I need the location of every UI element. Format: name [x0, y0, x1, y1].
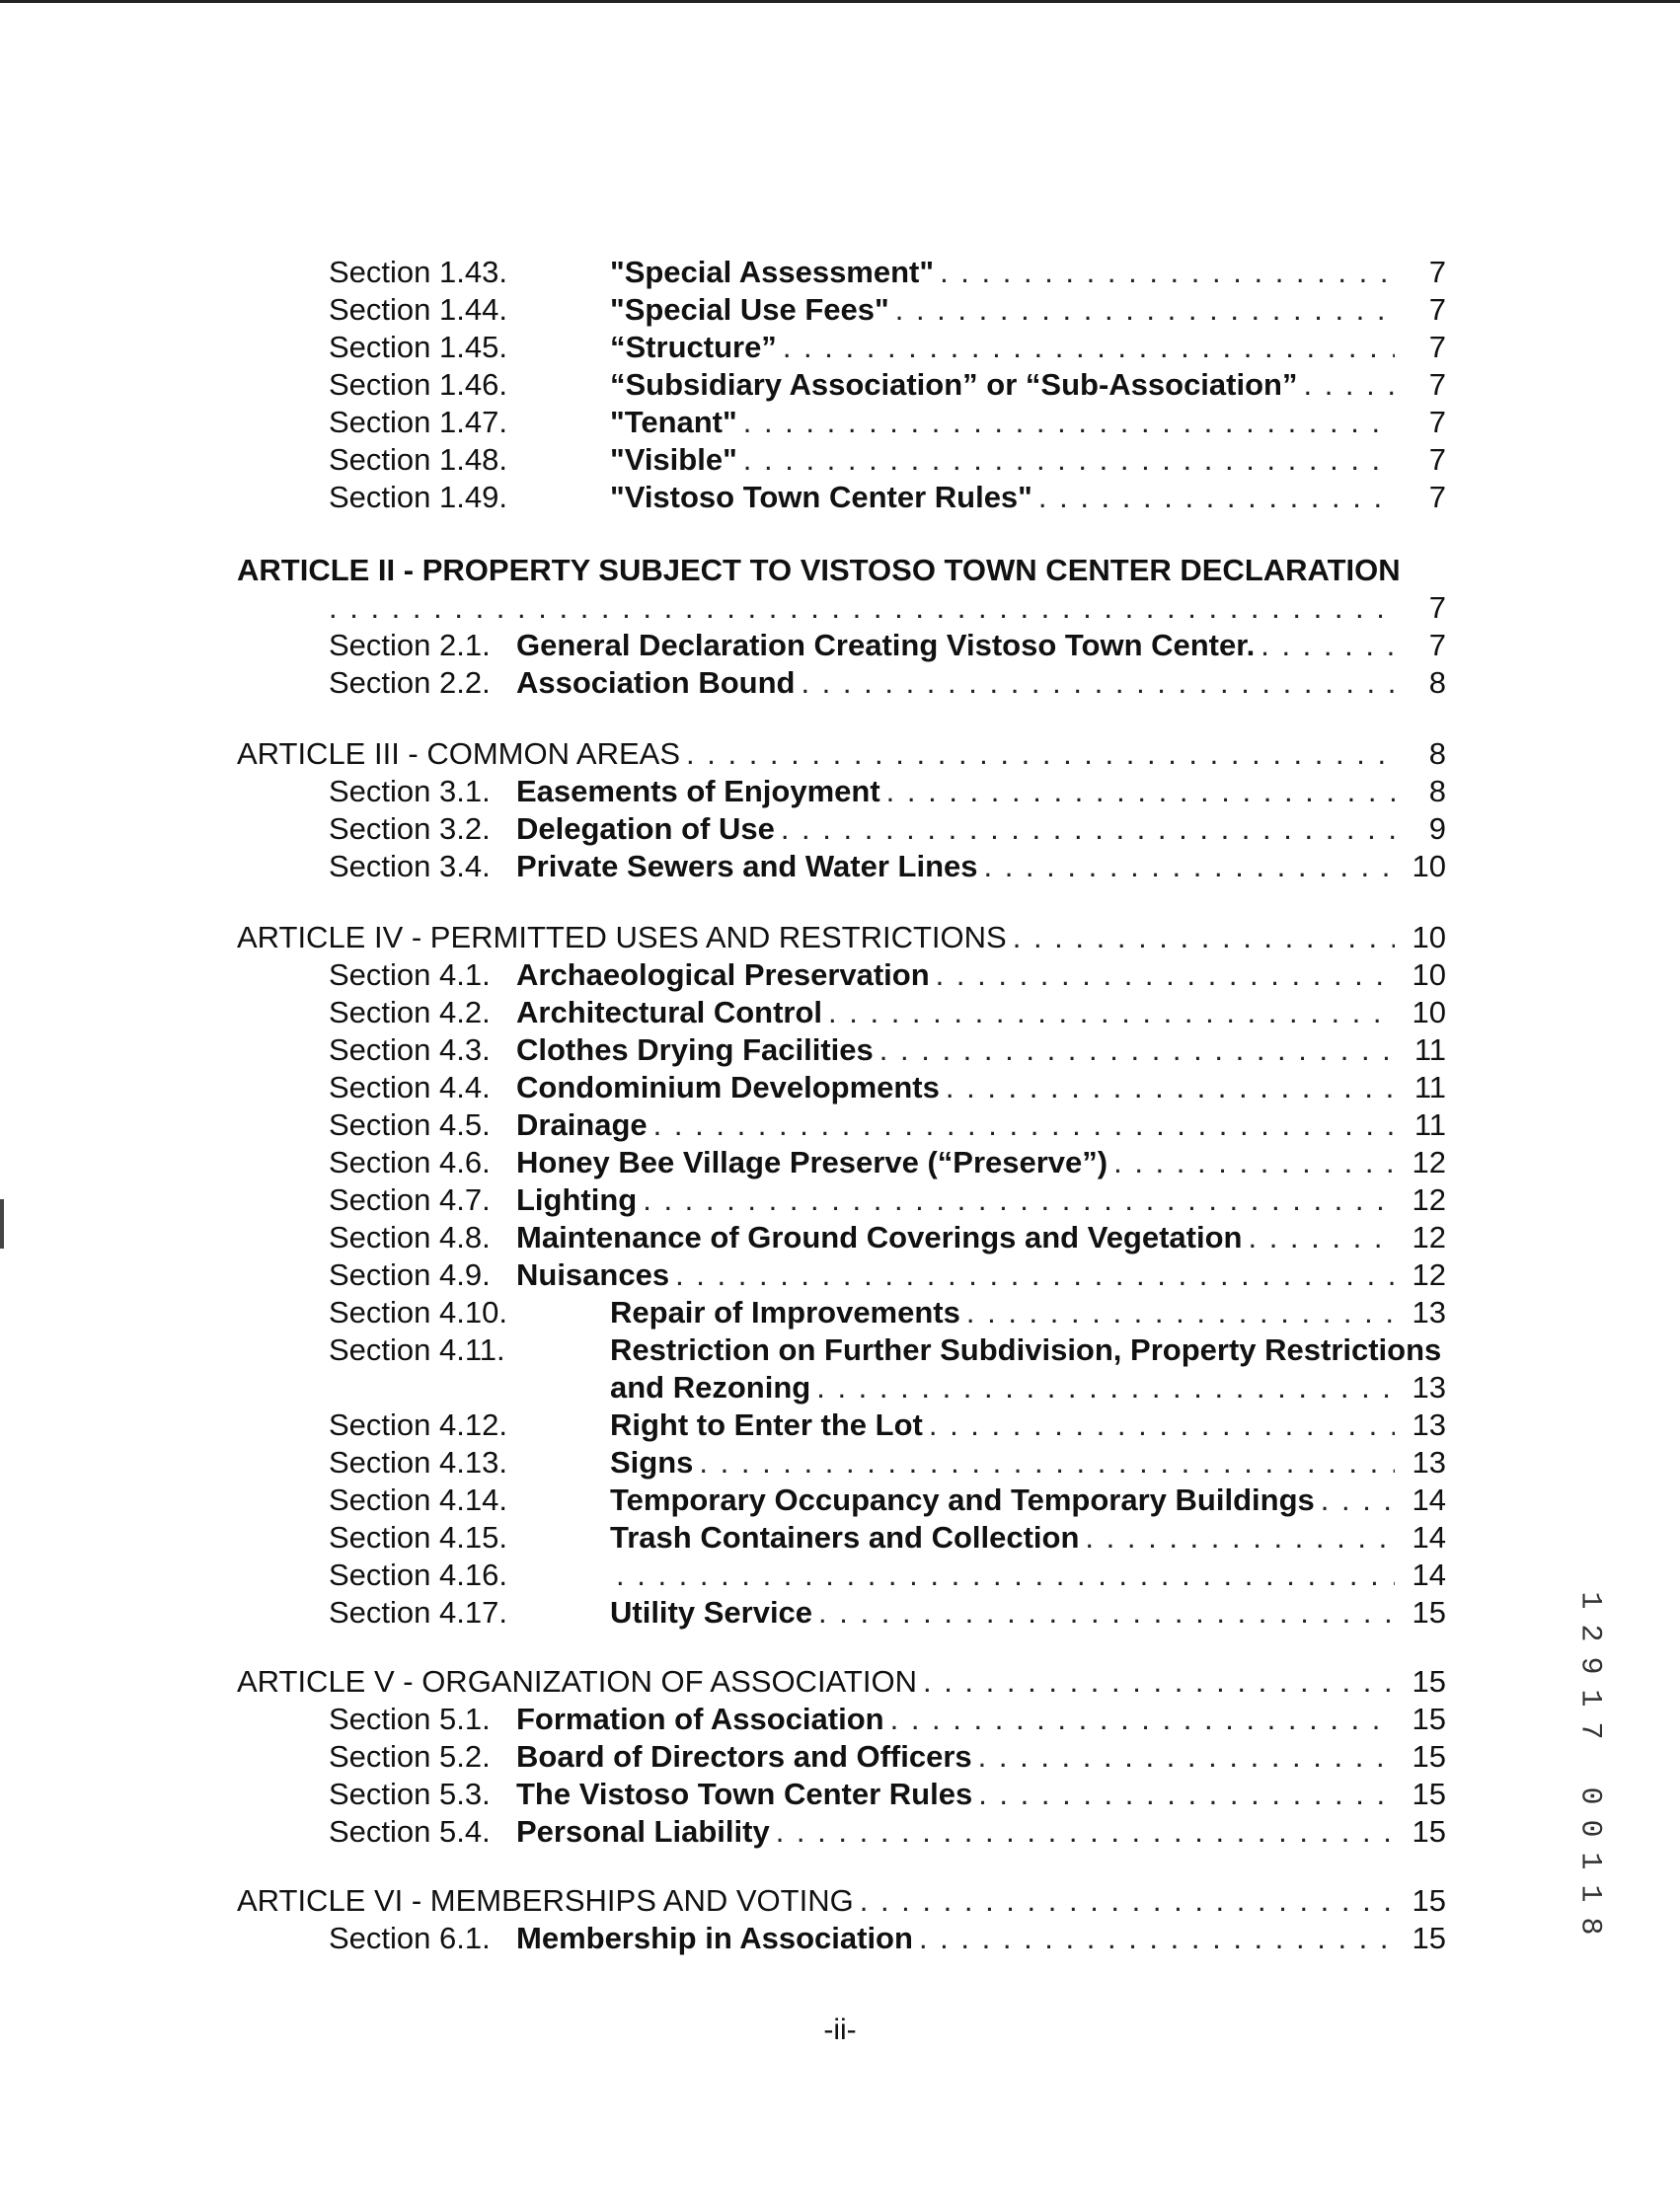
leader-dots	[1013, 918, 1395, 957]
page-number: 7	[1428, 442, 1446, 477]
toc-entry	[329, 1218, 1446, 1257]
section-title: "Special Use Fees"	[610, 292, 889, 327]
section-title: "Tenant"	[610, 405, 737, 439]
page-number: 11	[1413, 1032, 1446, 1067]
section-title: Formation of Association	[516, 1702, 884, 1736]
toc-entry	[329, 1593, 1446, 1633]
section-title: Maintenance of Ground Coverings and Vegetation	[516, 1220, 1243, 1255]
page-number: 11	[1413, 1070, 1446, 1104]
section-number: Section 4.13.	[329, 1445, 507, 1480]
section-number: Section 2.1.	[329, 628, 491, 662]
page-number: 8	[1428, 665, 1446, 700]
toc-entry	[329, 1331, 1446, 1370]
section-number: Section 4.17.	[329, 1595, 507, 1630]
leader-dots	[1085, 1518, 1395, 1558]
toc-entry	[329, 365, 1446, 405]
section-number: Section 4.5.	[329, 1107, 491, 1142]
section-title: Nuisances	[516, 1257, 670, 1292]
page-number: 7	[1428, 292, 1446, 327]
section-number: Section 5.2.	[329, 1739, 491, 1774]
page-number: 7	[1428, 480, 1446, 514]
toc-entry	[329, 1443, 1446, 1483]
leader-dots	[860, 1881, 1395, 1921]
section-title: “Structure”	[610, 330, 777, 364]
section-title: Board of Directors and Officers	[516, 1739, 972, 1774]
leader-dots	[1113, 1143, 1395, 1182]
leader-dots	[1303, 365, 1395, 405]
stamp-character: 0	[1572, 1819, 1607, 1838]
toc-entry	[329, 440, 1446, 480]
stamp-character: 1	[1572, 1591, 1607, 1610]
stamp-character: 2	[1572, 1624, 1607, 1642]
article-heading: ARTICLE III - COMMON AREAS	[237, 736, 681, 771]
leader-dots	[643, 1180, 1395, 1220]
section-number: Section 6.1.	[329, 1921, 491, 1955]
leader-dots	[929, 1406, 1395, 1445]
stamp-character: 1	[1572, 1852, 1607, 1870]
page-number: 8	[1428, 774, 1446, 808]
leader-dots	[978, 1737, 1395, 1777]
stamp-character: 9	[1572, 1656, 1607, 1675]
section-number: Section 4.8.	[329, 1220, 491, 1255]
article-heading-row	[237, 918, 1446, 957]
article-heading: ARTICLE IV - PERMITTED USES AND RESTRICTIONS	[237, 920, 1007, 954]
section-number: Section 4.16.	[329, 1558, 507, 1592]
page-number: 9	[1428, 811, 1446, 846]
page-number: 15	[1412, 1702, 1446, 1736]
section-title: Drainage	[516, 1107, 648, 1142]
toc-entry	[329, 290, 1446, 330]
leader-dots	[1248, 1218, 1395, 1257]
section-title: The Vistoso Town Center Rules	[516, 1777, 973, 1811]
page-number: 13	[1412, 1407, 1446, 1442]
section-title: “Subsidiary Association” or “Sub-Association”	[610, 367, 1298, 402]
section-number: Section 3.4.	[329, 849, 491, 883]
toc-entry	[329, 1105, 1446, 1145]
toc-entry	[329, 1481, 1446, 1520]
toc-entry	[329, 1919, 1446, 1958]
toc-entry	[329, 1293, 1446, 1332]
section-title: "Special Assessment"	[610, 255, 935, 289]
toc-entry-continued	[610, 1368, 1446, 1407]
section-number: Section 4.6.	[329, 1145, 491, 1179]
section-number: Section 5.1.	[329, 1702, 491, 1736]
leader-dots	[816, 1368, 1395, 1407]
toc-entry	[329, 809, 1446, 849]
toc-entry	[329, 478, 1446, 517]
toc-entry	[329, 1775, 1446, 1814]
leader-dots	[743, 403, 1395, 442]
section-number: Section 1.47.	[329, 405, 507, 439]
stamp-character: 0	[1572, 1787, 1607, 1805]
section-title: Trash Containers and Collection	[610, 1520, 1080, 1555]
document-stamp	[1569, 1584, 1609, 1942]
section-title: Repair of Improvements	[610, 1295, 960, 1330]
toc-entry	[329, 1255, 1446, 1295]
leader-dots	[940, 253, 1395, 292]
section-title: Condominium Developments	[516, 1070, 940, 1104]
page-number: 10	[1412, 995, 1446, 1029]
page-number: 14	[1412, 1520, 1446, 1555]
page-number: 10	[1412, 920, 1446, 954]
leader-dots	[890, 1700, 1395, 1739]
section-number: Section 1.45.	[329, 330, 507, 364]
toc-entry	[329, 847, 1446, 886]
page-number: 14	[1412, 1483, 1446, 1517]
leader-dots	[895, 290, 1395, 330]
toc-entry	[329, 1143, 1446, 1182]
section-title: Signs	[610, 1445, 694, 1480]
page-number: 15	[1412, 1883, 1446, 1918]
section-number: Section 1.46.	[329, 367, 507, 402]
leader-dots	[1038, 478, 1395, 517]
page-number: 11	[1413, 1107, 1446, 1142]
section-title: "Visible"	[610, 442, 737, 477]
section-title: Utility Service	[610, 1595, 813, 1630]
section-title: Clothes Drying Facilities	[516, 1032, 874, 1067]
section-title: Architectural Control	[516, 995, 823, 1029]
section-title: Association Bound	[516, 665, 796, 700]
article-page-line	[329, 588, 1446, 628]
leader-dots	[946, 1068, 1395, 1107]
page-number: 12	[1412, 1257, 1446, 1292]
toc-entry	[329, 1068, 1446, 1107]
page-number: 12	[1412, 1220, 1446, 1255]
page-number: 15	[1412, 1664, 1446, 1699]
leader-dots	[329, 588, 1395, 628]
section-number: Section 5.4.	[329, 1814, 491, 1849]
section-number: Section 2.2.	[329, 665, 491, 700]
leader-dots	[818, 1593, 1395, 1633]
leader-dots	[1321, 1481, 1395, 1520]
toc-entry	[329, 772, 1446, 811]
toc-entry	[329, 1556, 1446, 1595]
leader-dots	[776, 1812, 1395, 1852]
stamp-character: 1	[1572, 1884, 1607, 1903]
section-title: Right to Enter the Lot	[610, 1407, 923, 1442]
page-number: 10	[1412, 957, 1446, 992]
leader-dots	[879, 1030, 1395, 1070]
section-title: General Declaration Creating Vistoso Town Center.	[516, 628, 1256, 662]
page-number: 15	[1412, 1777, 1446, 1811]
section-title-continued: and Rezoning	[610, 1370, 811, 1405]
section-title: Honey Bee Village Preserve (“Preserve”)	[516, 1145, 1108, 1179]
section-number: Section 1.48.	[329, 442, 507, 477]
leader-dots	[1260, 626, 1395, 665]
section-number: Section 4.12.	[329, 1407, 507, 1442]
section-number: Section 1.44.	[329, 292, 507, 327]
section-number: Section 4.11.	[329, 1332, 505, 1367]
section-number: Section 5.3.	[329, 1777, 491, 1811]
section-title: Private Sewers and Water Lines	[516, 849, 978, 883]
leader-dots	[616, 1556, 1395, 1595]
toc-entry	[329, 1737, 1446, 1777]
section-title: "Vistoso Town Center Rules"	[610, 480, 1032, 514]
leader-dots	[686, 734, 1395, 774]
section-number: Section 4.4.	[329, 1070, 491, 1104]
page-number: 15	[1412, 1814, 1446, 1849]
section-number: Section 1.43.	[329, 255, 507, 289]
leader-dots	[983, 847, 1395, 886]
leader-dots	[781, 809, 1395, 849]
section-number: Section 3.2.	[329, 811, 491, 846]
leader-dots	[886, 772, 1395, 811]
leader-dots	[699, 1443, 1395, 1483]
section-title: Personal Liability	[516, 1814, 770, 1849]
page-number: 12	[1412, 1182, 1446, 1217]
page-number: 13	[1412, 1295, 1446, 1330]
section-title: Temporary Occupancy and Temporary Buildings	[610, 1483, 1315, 1517]
leader-dots	[801, 663, 1395, 703]
toc-entry	[329, 1030, 1446, 1070]
section-number: Section 3.1.	[329, 774, 491, 808]
page-number: 14	[1412, 1558, 1446, 1592]
section-title: Lighting	[516, 1182, 638, 1217]
page-number: 7	[1428, 628, 1446, 662]
section-title: Delegation of Use	[516, 811, 775, 846]
page-number: 7	[1428, 405, 1446, 439]
section-number: Section 4.9.	[329, 1257, 491, 1292]
page-footer: -ii-	[823, 2014, 857, 2046]
section-title: Archaeological Preservation	[516, 957, 930, 992]
toc-entry	[329, 253, 1446, 292]
toc-entry	[329, 955, 1446, 995]
section-title: Membership in Association	[516, 1921, 913, 1955]
leader-dots	[828, 993, 1395, 1032]
page-number: 10	[1412, 849, 1446, 883]
page-number: 7	[1428, 330, 1446, 364]
stamp-character: 7	[1572, 1721, 1607, 1740]
stamp-character: 1	[1572, 1689, 1607, 1708]
toc-entry	[329, 1700, 1446, 1739]
leader-dots	[743, 440, 1395, 480]
leader-dots	[978, 1775, 1395, 1814]
leader-dots	[653, 1105, 1395, 1145]
section-number: Section 4.3.	[329, 1032, 491, 1067]
page-number: 15	[1412, 1595, 1446, 1630]
page-number: 15	[1412, 1921, 1446, 1955]
section-number: Section 4.1.	[329, 957, 491, 992]
page-number: 13	[1412, 1445, 1446, 1480]
toc-entry	[329, 1180, 1446, 1220]
leader-dots	[675, 1255, 1395, 1295]
article-heading-row	[237, 1662, 1446, 1702]
leader-dots	[783, 328, 1395, 367]
article-heading: ARTICLE VI - MEMBERSHIPS AND VOTING	[237, 1883, 854, 1918]
toc-entry	[329, 1812, 1446, 1852]
leader-dots	[919, 1919, 1395, 1958]
section-number: Section 4.14.	[329, 1483, 507, 1517]
toc-entry	[329, 1406, 1446, 1445]
page-number: 8	[1428, 736, 1446, 771]
page-number: 7	[1428, 255, 1446, 289]
toc-entry	[329, 1518, 1446, 1558]
page-number: 12	[1412, 1145, 1446, 1179]
stamp-character: 8	[1572, 1917, 1607, 1936]
section-title: Easements of Enjoyment	[516, 774, 880, 808]
page-number: 15	[1412, 1739, 1446, 1774]
toc-entry	[329, 626, 1446, 665]
page-number: 7	[1428, 367, 1446, 402]
section-number: Section 1.49.	[329, 480, 507, 514]
leader-dots	[966, 1293, 1395, 1332]
leader-dots	[936, 955, 1395, 995]
toc-entry	[329, 993, 1446, 1032]
page-number: 7	[1428, 590, 1446, 625]
toc-entry	[329, 403, 1446, 442]
article-heading: ARTICLE V - ORGANIZATION OF ASSOCIATION	[237, 1664, 917, 1699]
page-number: 13	[1412, 1370, 1446, 1405]
toc-entry	[329, 328, 1446, 367]
toc-entry	[329, 663, 1446, 703]
article-heading-row	[237, 734, 1446, 774]
section-title: Restriction on Further Subdivision, Property Restrictions	[610, 1332, 1442, 1367]
leader-dots	[923, 1662, 1395, 1702]
section-number: Section 4.10.	[329, 1295, 507, 1330]
section-number: Section 4.2.	[329, 995, 491, 1029]
article-heading: ARTICLE II - PROPERTY SUBJECT TO VISTOSO TOWN CENTER DECLARATION	[237, 553, 1401, 587]
section-number: Section 4.7.	[329, 1182, 491, 1217]
section-number: Section 4.15.	[329, 1520, 507, 1555]
article-heading-row	[237, 1881, 1446, 1921]
